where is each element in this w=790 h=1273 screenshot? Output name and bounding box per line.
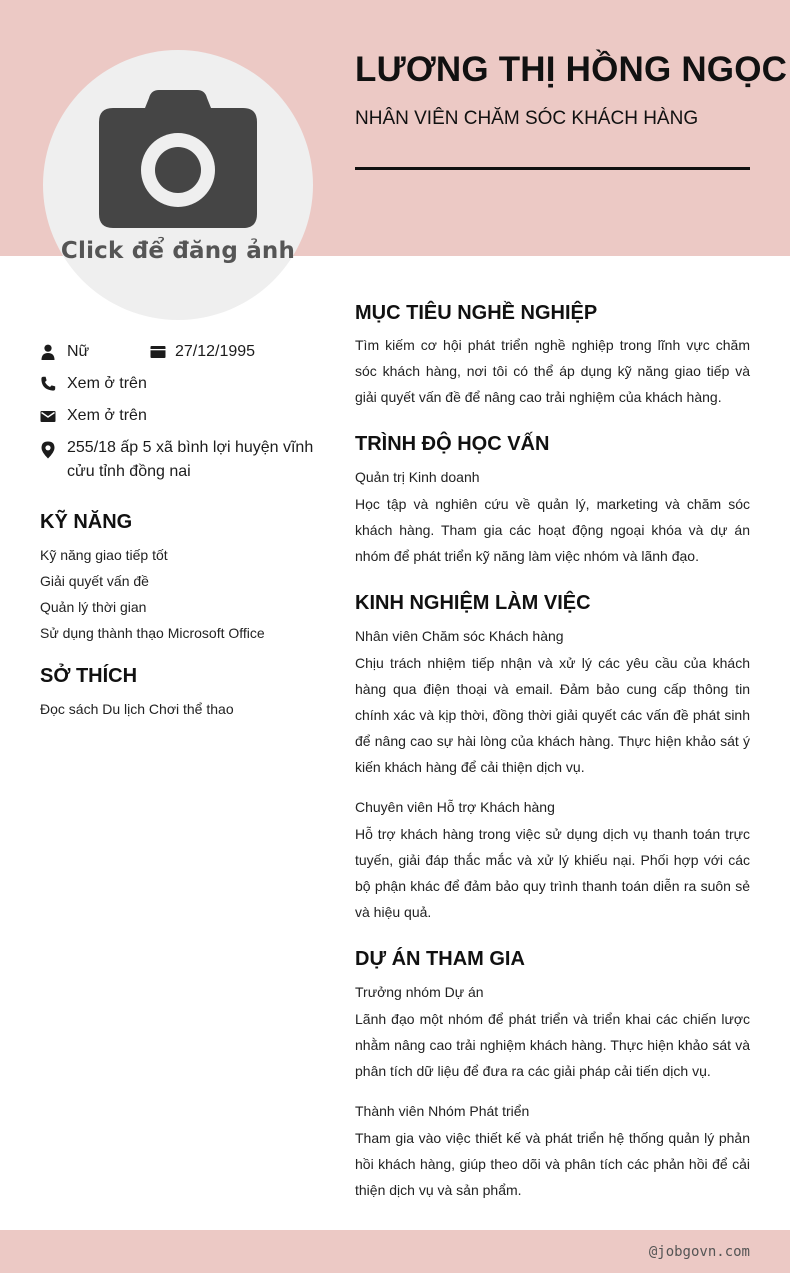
title-divider [355,167,750,170]
footer-band [0,1230,790,1273]
experience-role: Nhân viên Chăm sóc Khách hàng [355,628,564,644]
project-role: Thành viên Nhóm Phát triển [355,1103,530,1119]
hobbies-title: SỞ THÍCH [40,665,138,687]
person-icon [40,344,56,360]
dob-value: 27/12/1995 [175,343,256,360]
experience-title: KINH NGHIỆM LÀM VIỆC [355,592,591,614]
skill-item: Sử dụng thành thạo Microsoft Office [40,625,265,641]
project-text: Lãnh đạo một nhóm để phát triển và triển khai các chiến lược nhằm nâng cao trải nghiệm khách hàng. Thực hiện khảo sát và phân tích dữ liệu để đưa ra các giải pháp cải tiến dịch vụ. [355,1011,750,1079]
skill-item: Quản lý thời gian [40,599,147,615]
skill-item: Giải quyết vấn đề [40,573,149,589]
skills-title: KỸ NĂNG [40,511,133,533]
phone-icon [40,376,56,392]
photo-upload[interactable] [43,50,313,320]
camera-icon [97,90,259,230]
objective-text: Tìm kiếm cơ hội phát triển nghề nghiệp trong lĩnh vực chăm sóc khách hàng, nơi tôi có thể áp dụng kỹ năng giao tiếp và giải quyết vấn đề để nâng cao trải nghiệm của khách hàng. [355,337,750,405]
project-role: Trưởng nhóm Dự án [355,984,484,1000]
objective-title: MỤC TIÊU NGHỀ NGHIỆP [355,302,598,324]
hobbies-text: Đọc sách Du lịch Chơi thể thao [40,701,234,717]
footer-watermark: @jobgovn.com [648,1244,750,1260]
skill-item: Kỹ năng giao tiếp tốt [40,547,168,563]
project-text: Tham gia vào việc thiết kế và phát triển hệ thống quản lý phản hồi khách hàng, giúp theo dõi và phân tích các phản hồi để cải thiện dịch vụ và sản phẩm. [355,1130,750,1198]
address-value: 255/18 ấp 5 xã bình lợi huyện vĩnh cửu tỉnh đồng nai [67,439,314,480]
job-title: NHÂN VIÊN CHĂM SÓC KHÁCH HÀNG [355,108,699,129]
education-major: Quản trị Kinh doanh [355,469,480,485]
projects-title: DỰ ÁN THAM GIA [355,948,525,970]
mail-icon [40,408,56,424]
location-pin-icon [40,441,56,459]
experience-text: Hỗ trợ khách hàng trong việc sử dụng dịch vụ thanh toán trực tuyến, giải đáp thắc mắc và xử lý khiếu nại. Phối hợp với các bộ phận khác để đảm bảo quy trình thanh toán diễn ra suôn sẻ và hiệu quả. [355,826,750,920]
photo-upload-label: Click để đăng ảnh [60,238,296,264]
gender-value: Nữ [67,343,90,360]
calendar-icon [150,344,166,360]
education-title: TRÌNH ĐỘ HỌC VẤN [355,433,550,455]
experience-role: Chuyên viên Hỗ trợ Khách hàng [355,799,555,815]
phone-value: Xem ở trên [67,375,147,392]
experience-text: Chịu trách nhiệm tiếp nhận và xử lý các yêu cầu của khách hàng qua điện thoại và email. Đảm bảo cung cấp thông tin chính xác và kịp thời, đồng thời giải quyết các vấn đề phát sinh để nâng cao sự hài lòng của khách hàng. Thực hiện khảo sát ý kiến khách hàng để cải thiện dịch vụ. [355,655,750,775]
email-value: Xem ở trên [67,407,147,424]
education-text: Học tập và nghiên cứu về quản lý, marketing và chăm sóc khách hàng. Tham gia các hoạt động ngoại khóa và dự án nhóm để phát triển kỹ năng làm việc nhóm và lãnh đạo. [355,496,750,564]
candidate-name: LƯƠNG THỊ HỒNG NGỌC [355,50,788,89]
